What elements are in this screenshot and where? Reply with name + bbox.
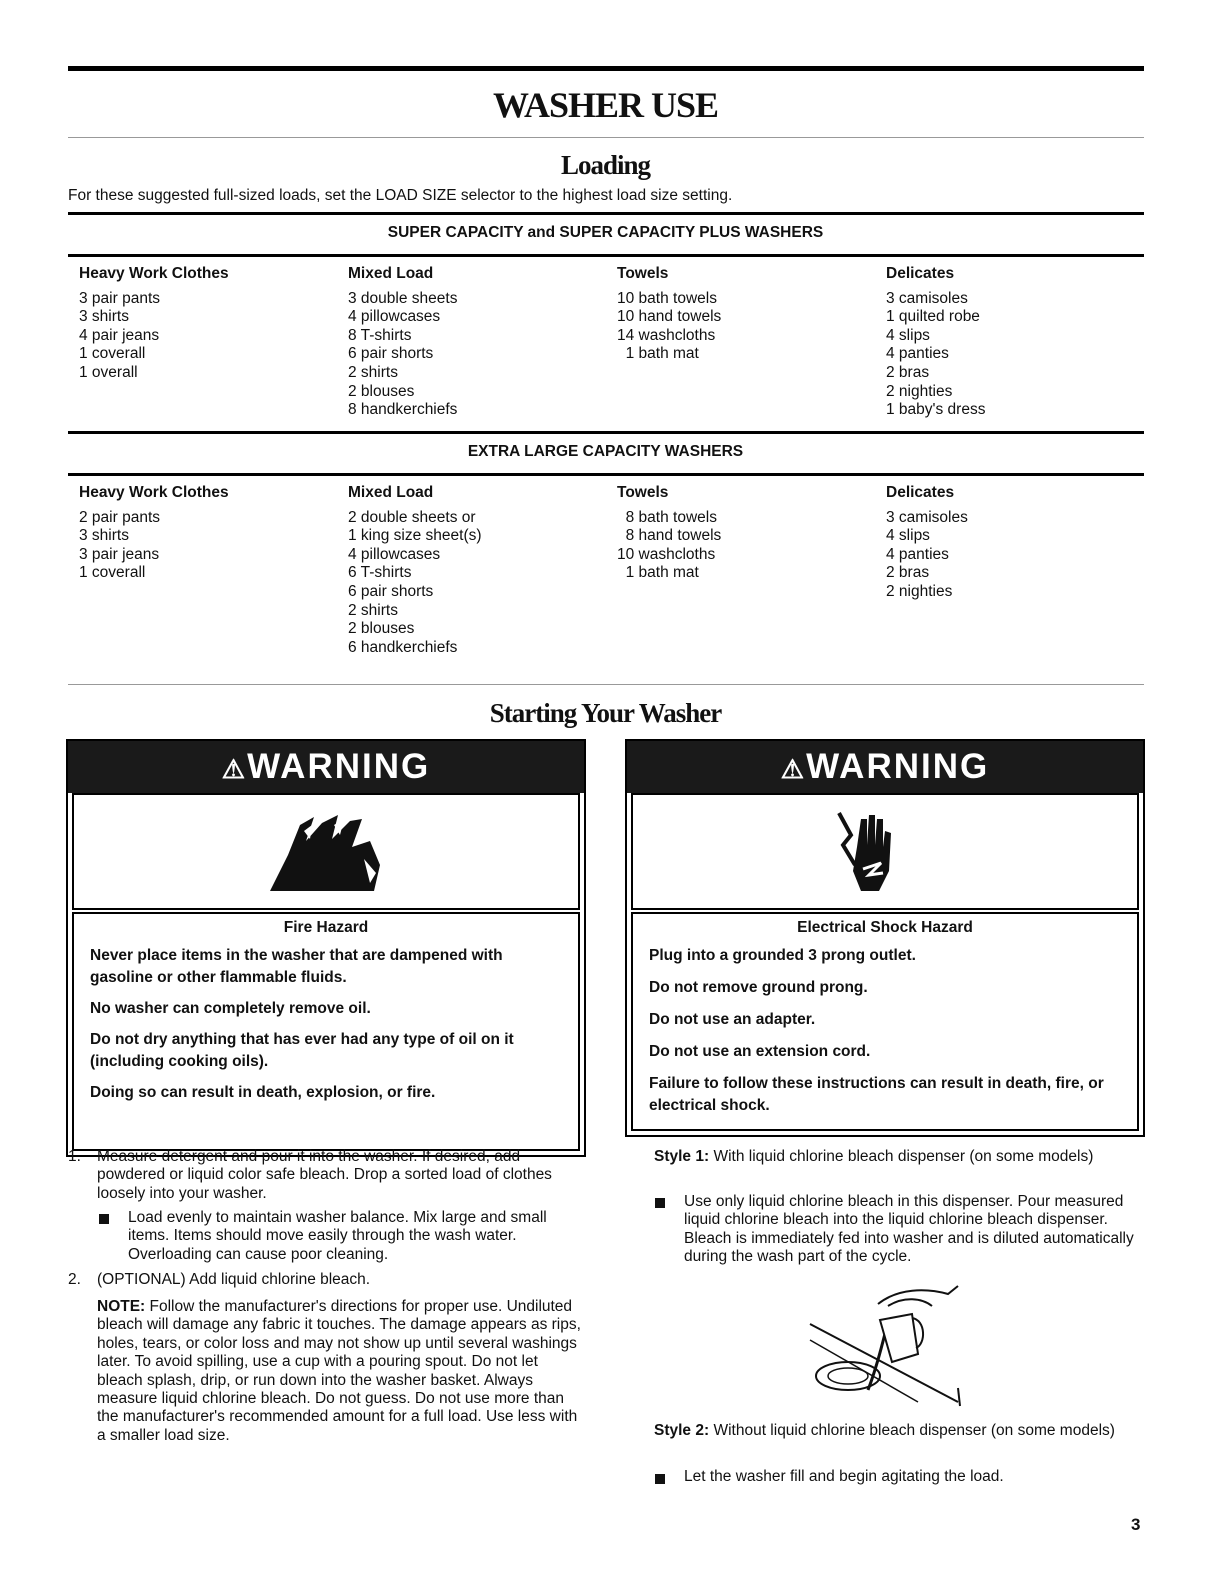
column-header: Delicates	[886, 484, 955, 501]
list-item: 6 T-shirts	[348, 564, 412, 582]
hazard-title: Electrical Shock Hazard	[797, 919, 973, 936]
warning-triangle-icon: ⚠	[221, 754, 248, 784]
warning-line: No washer can completely remove oil.	[90, 1000, 371, 1017]
page-title: WASHER USE	[492, 85, 719, 125]
warning-line: Do not remove ground prong.	[649, 979, 868, 996]
list-item: 8 bath towels	[617, 508, 717, 526]
step2-text: (OPTIONAL) Add liquid chlorine bleach.	[97, 1271, 371, 1288]
list-item: 2 pair pants	[79, 508, 160, 526]
list-item: 3 shirts	[79, 308, 129, 326]
super-col-heavy	[79, 265, 229, 383]
list-item: 2 nighties	[886, 582, 953, 600]
warning-label: WARNING	[806, 747, 990, 786]
shock-icon-panel	[631, 793, 1139, 910]
warning-line: Never place items in the washer that are dampened with gasoline or other flammable fluids.	[90, 947, 503, 986]
list-item: 8 hand towels	[617, 527, 722, 545]
warning-body	[72, 912, 580, 1151]
list-item: 1 bath mat	[617, 345, 699, 363]
style2-bullet: Let the washer fill and begin agitating the load.	[684, 1468, 1004, 1485]
divider	[68, 137, 1144, 138]
warning-header	[627, 741, 1143, 793]
step-number: 2.	[68, 1271, 81, 1288]
hazard-title: Fire Hazard	[283, 919, 369, 936]
style2-paragraph	[654, 1422, 1134, 1440]
column-header: Mixed Load	[348, 484, 434, 501]
style1-text: With liquid chlorine bleach dispenser (on some models)	[709, 1148, 1094, 1165]
list-item: 1 king size sheet(s)	[348, 527, 482, 545]
electrical-shock-icon	[633, 795, 1137, 908]
list-item: 2 double sheets or	[348, 508, 476, 526]
extra-col-mixed	[348, 484, 482, 657]
list-item: 1 baby's dress	[886, 401, 986, 419]
page-number: 3	[1131, 1515, 1141, 1534]
list-item: 2 blouses	[348, 382, 415, 400]
fire-icon	[74, 795, 578, 908]
column-header: Mixed Load	[348, 265, 434, 282]
bullet-icon	[655, 1198, 665, 1208]
list-item: 3 camisoles	[886, 508, 968, 526]
list-item: 2 shirts	[348, 601, 398, 619]
column-header: Towels	[617, 484, 669, 501]
column-header: Towels	[617, 265, 669, 282]
style1-label: Style 1:	[654, 1148, 710, 1165]
extra-capacity-title: EXTRA LARGE CAPACITY WASHERS	[467, 443, 744, 460]
list-item: 14 washcloths	[617, 326, 716, 344]
top-rule	[68, 66, 1144, 71]
list-item: 3 camisoles	[886, 289, 968, 307]
warning-box-shock	[625, 739, 1145, 1137]
list-item: 10 washcloths	[617, 545, 716, 563]
bleach-pouring-illustration	[808, 1284, 968, 1414]
fire-icon-panel	[72, 793, 580, 910]
note-text: Follow the manufacturer's directions for proper use. Undiluted bleach will damage any fabric it touches. The damage appears as rips, holes, tears, or color loss and may not show up until several washings later. To avoid spilling, use a cup with a pouring spout. Do not let bleach splash, drip, or run down into the washer basket. Always measure liquid chlorine bleach. Do not guess. Do not use more than the manufacturer's recommended amount for a full load. Use less with a smaller load size.	[97, 1298, 581, 1444]
style2-label: Style 2:	[654, 1422, 710, 1439]
list-item: 8 T-shirts	[348, 326, 412, 344]
loading-heading: Loading	[560, 150, 651, 180]
list-item: 6 handkerchiefs	[348, 638, 458, 656]
list-item: 1 quilted robe	[886, 308, 980, 326]
list-item: 8 handkerchiefs	[348, 401, 458, 419]
list-item: 2 bras	[886, 363, 930, 381]
super-col-delicates	[886, 265, 985, 420]
list-item: 3 double sheets	[348, 289, 458, 307]
list-item: 6 pair shorts	[348, 345, 434, 363]
warning-header	[68, 741, 584, 793]
loading-intro: For these suggested full-sized loads, set the LOAD SIZE selector to the highest load size setting.	[68, 187, 733, 204]
list-item: 6 pair shorts	[348, 582, 434, 600]
list-item: 1 overall	[79, 363, 138, 381]
super-col-towels	[617, 265, 721, 364]
list-item: 3 pair jeans	[79, 545, 160, 563]
warning-body	[631, 912, 1139, 1131]
list-item: 3 pair pants	[79, 289, 160, 307]
step2-note	[97, 1298, 587, 1445]
warning-line: Do not use an adapter.	[649, 1011, 816, 1028]
style1-bullet: Use only liquid chlorine bleach in this dispenser. Pour measured liquid chlorine bleach into the liquid chlorine bleach dispenser. Bleach is immediately fed into washer and is diluted automatically during the wash part of the cycle.	[684, 1193, 1134, 1266]
list-item: 2 nighties	[886, 382, 953, 400]
divider	[68, 254, 1144, 257]
step1-bullet: Load evenly to maintain washer balance. Mix large and small items. Items should move easily through the wash water. Overloading can cause poor cleaning.	[128, 1209, 547, 1263]
list-item: 4 pillowcases	[348, 308, 441, 326]
warning-line: Failure to follow these instructions can result in death, fire, or electrical shock.	[649, 1075, 1104, 1114]
divider	[68, 212, 1144, 215]
extra-col-towels	[617, 484, 721, 583]
list-item: 3 shirts	[79, 527, 129, 545]
list-item: 1 coverall	[79, 345, 146, 363]
list-item: 10 hand towels	[617, 308, 722, 326]
warning-line: Do not dry anything that has ever had any type of oil on it (including cooking oils).	[90, 1031, 514, 1070]
style1-paragraph	[654, 1148, 1134, 1166]
list-item: 2 shirts	[348, 363, 398, 381]
list-item: 4 pair jeans	[79, 326, 160, 344]
divider	[68, 473, 1144, 476]
note-label: NOTE:	[97, 1298, 146, 1315]
step-number: 1.	[68, 1148, 81, 1165]
list-item: 4 slips	[886, 326, 930, 344]
warning-line: Doing so can result in death, explosion, or fire.	[90, 1084, 436, 1101]
warning-label: WARNING	[247, 747, 431, 786]
list-item: 10 bath towels	[617, 289, 717, 307]
list-item: 1 bath mat	[617, 564, 699, 582]
divider	[68, 684, 1144, 685]
extra-col-heavy	[79, 484, 229, 583]
list-item: 4 panties	[886, 345, 949, 363]
extra-col-delicates	[886, 484, 968, 602]
starting-heading: Starting Your Washer	[489, 698, 722, 728]
warning-triangle-icon: ⚠	[780, 754, 807, 784]
super-col-mixed	[348, 265, 457, 420]
bullet-icon	[99, 1214, 109, 1224]
bullet-icon	[655, 1474, 665, 1484]
warning-line: Plug into a grounded 3 prong outlet.	[649, 947, 916, 964]
column-header: Heavy Work Clothes	[79, 265, 229, 282]
super-capacity-title: SUPER CAPACITY and SUPER CAPACITY PLUS WASHERS	[387, 224, 824, 241]
divider	[68, 431, 1144, 434]
column-header: Delicates	[886, 265, 955, 282]
step1-text: Measure detergent and pour it into the washer. If desired, add powdered or liquid color safe bleach. Drop a sorted load of clothes loosely into your washer.	[97, 1148, 552, 1202]
list-item: 2 blouses	[348, 620, 415, 638]
list-item: 2 bras	[886, 564, 930, 582]
list-item: 4 panties	[886, 545, 949, 563]
style2-text: Without liquid chlorine bleach dispenser (on some models)	[709, 1422, 1115, 1439]
list-item: 1 coverall	[79, 564, 146, 582]
list-item: 4 slips	[886, 527, 930, 545]
column-header: Heavy Work Clothes	[79, 484, 229, 501]
warning-line: Do not use an extension cord.	[649, 1043, 871, 1060]
warning-box-fire	[66, 739, 586, 1157]
list-item: 4 pillowcases	[348, 545, 441, 563]
